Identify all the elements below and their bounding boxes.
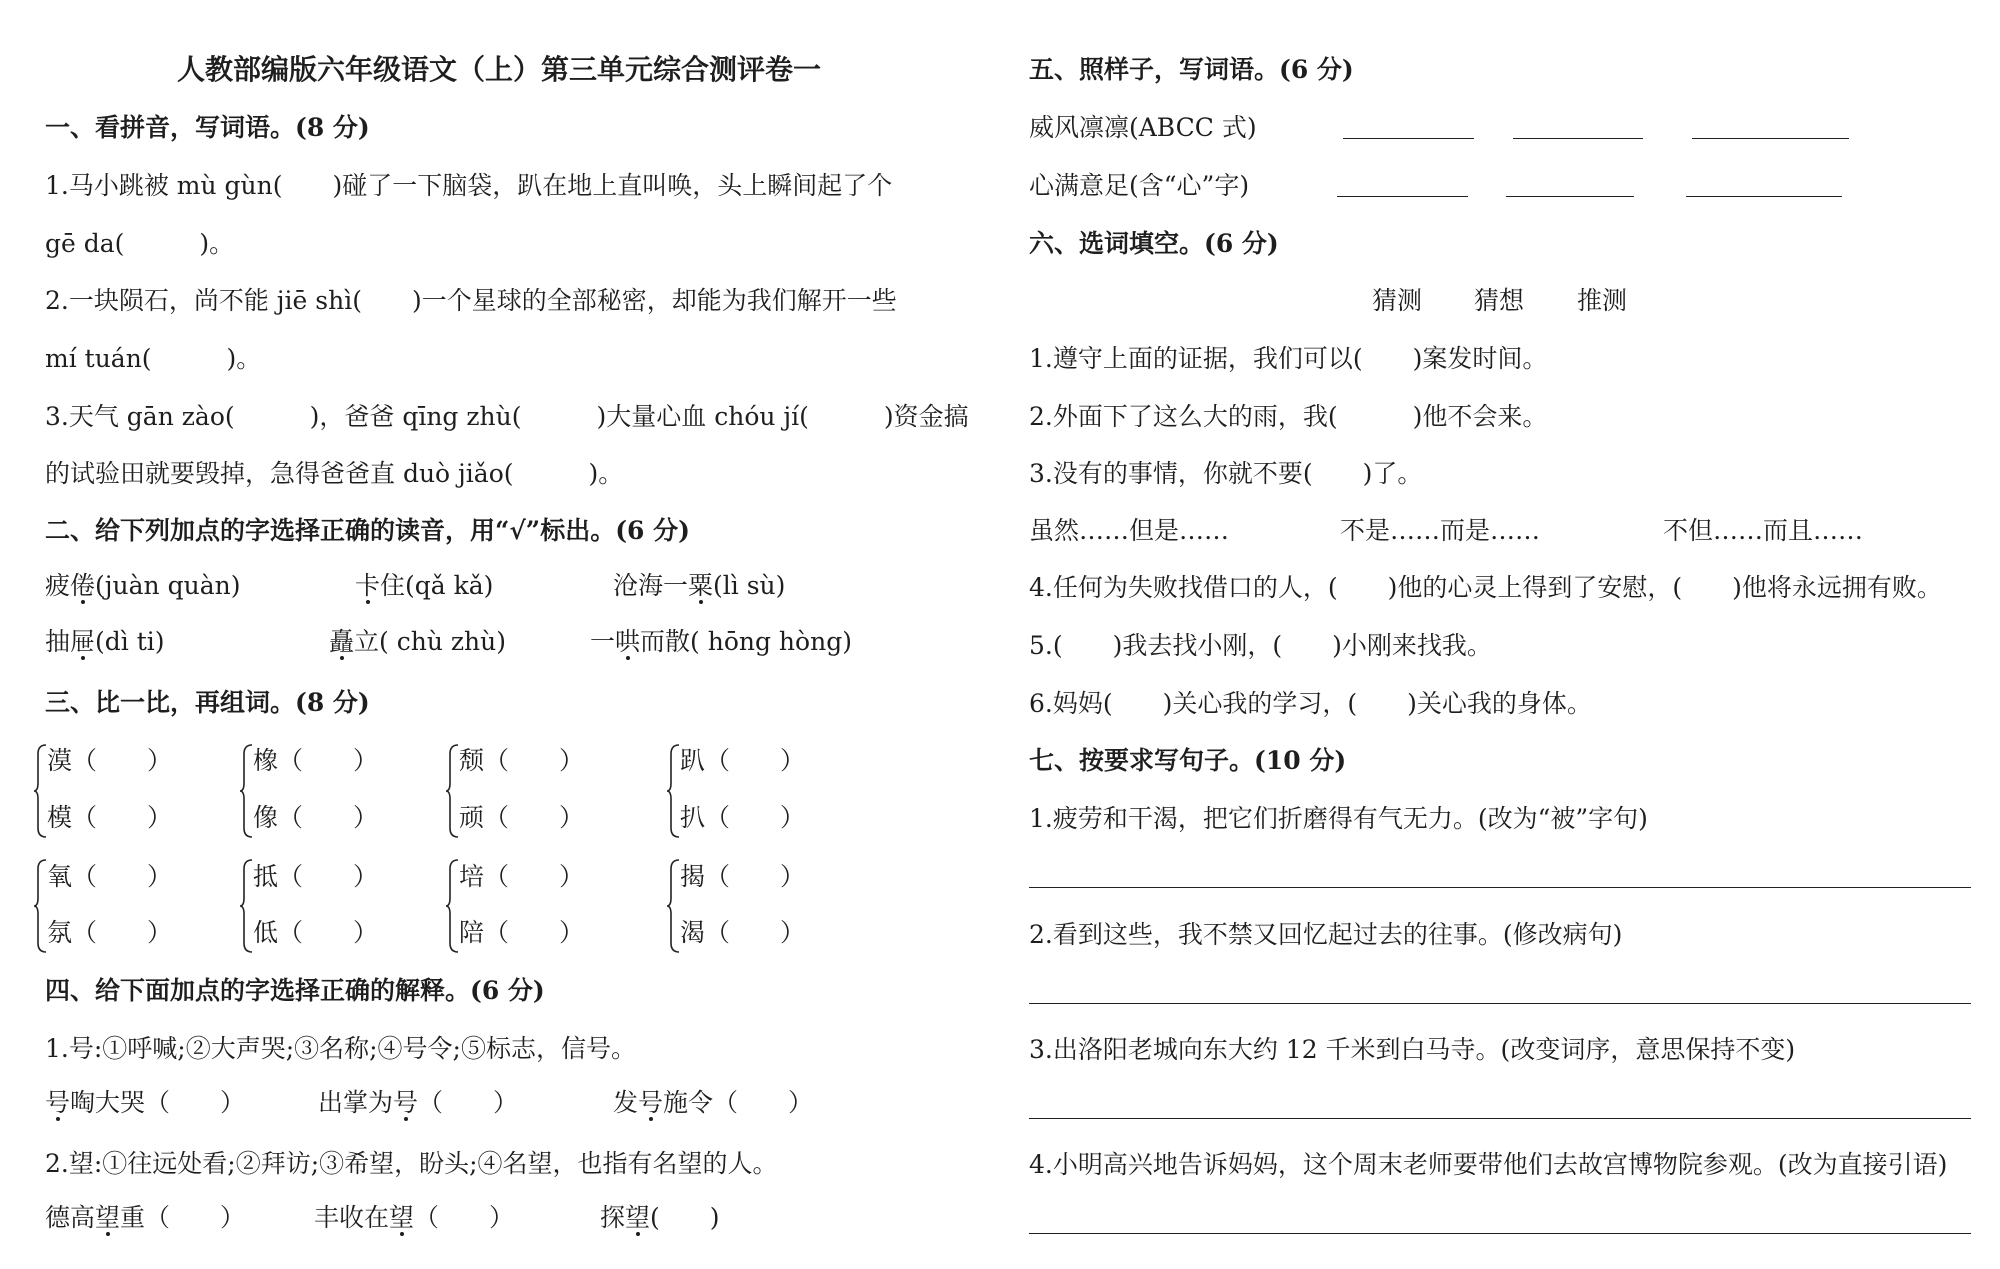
- brace-icon: [445, 744, 459, 838]
- word-option: 猜想: [1474, 286, 1525, 315]
- page-title: 人教部编版六年级语文（上）第三单元综合测评卷一: [177, 53, 822, 86]
- meaning-item: 德高望重（ ）: [45, 1203, 246, 1232]
- pronunciation-item: 矗立( chù zhù): [329, 627, 506, 656]
- word-pattern: 威风凛凛(ABCC 式): [1029, 113, 1257, 142]
- dotted-char: 倦: [70, 571, 96, 600]
- fill-question: 4.任何为失败找借口的人，( )他的心灵上得到了安慰，( )他将永远拥有败。: [1029, 573, 1942, 602]
- brace-icon: [33, 744, 47, 838]
- sentence-question: 4.小明高兴地告诉妈妈，这个周末老师要带他们去故宫博物院参观。(改为直接引语): [1029, 1150, 1948, 1179]
- answer-line: [1029, 1003, 1971, 1004]
- dotted-char: 望: [625, 1203, 651, 1232]
- compare-char: 氧（ ）: [47, 862, 173, 891]
- sec1-line: mí tuán( )。: [45, 344, 262, 373]
- section-6-heading: 六、选词填空。(6 分): [1029, 229, 1279, 258]
- dotted-char: 望: [389, 1203, 415, 1232]
- answer-line: [1029, 1233, 1971, 1234]
- sec1-line: gē da( )。: [45, 229, 235, 258]
- word-option: 猜测: [1372, 286, 1423, 315]
- answer-blank: [1343, 138, 1474, 139]
- fill-question: 3.没有的事情，你就不要( )了。: [1029, 459, 1423, 488]
- pronunciation-item: 沧海一粟(lì sù): [613, 571, 786, 600]
- compare-char: 顽（ ）: [459, 803, 585, 832]
- pronunciation-item: 一哄而散( hōng hòng): [590, 627, 852, 656]
- meaning-item: 发号施令（ ）: [613, 1088, 814, 1117]
- fill-question: 6.妈妈( )关心我的学习，( )关心我的身体。: [1029, 689, 1592, 718]
- fill-question: 5.( )我去找小刚，( )小刚来找我。: [1029, 631, 1492, 660]
- dotted-char: 望: [95, 1203, 121, 1232]
- brace-icon: [666, 859, 680, 953]
- sentence-question: 1.疲劳和干渴，把它们折磨得有气无力。(改为“被”字句): [1029, 804, 1648, 833]
- word-pattern: 心满意足(含“心”字): [1029, 171, 1250, 200]
- answer-line: [1029, 1118, 1971, 1119]
- compare-char: 模（ ）: [47, 803, 173, 832]
- compare-char: 陪（ ）: [459, 918, 585, 947]
- dotted-char: 矗: [329, 627, 355, 656]
- sec1-line: 3.天气 gān zào( )，爸爸 qīng zhù( )大量心血 chóu jí( )资金搞: [45, 402, 969, 431]
- conjunction-option: 不是……而是……: [1340, 516, 1541, 545]
- answer-blank: [1506, 196, 1634, 197]
- section-2-heading: 二、给下列加点的字选择正确的读音，用“√”标出。(6 分): [45, 516, 690, 545]
- brace-icon: [666, 744, 680, 838]
- sec1-line: 2.一块陨石，尚不能 jiē shì( )一个星球的全部秘密，却能为我们解开一些: [45, 286, 897, 315]
- word-option: 推测: [1577, 286, 1628, 315]
- pronunciation-item: 卡住(qǎ kǎ): [355, 571, 494, 600]
- meaning-item: 丰收在望（ ）: [314, 1203, 515, 1232]
- fill-question: 2.外面下了这么大的雨，我( )他不会来。: [1029, 402, 1548, 431]
- meaning-item: 出掌为号（ ）: [318, 1088, 519, 1117]
- dotted-char: 号: [393, 1088, 419, 1117]
- section-1-heading: 一、看拼音，写词语。(8 分): [45, 113, 370, 142]
- brace-icon: [239, 744, 253, 838]
- dotted-char: 号: [638, 1088, 664, 1117]
- brace-icon: [33, 859, 47, 953]
- meaning-item: 号啕大哭（ ）: [45, 1088, 246, 1117]
- dotted-char: 卡: [355, 571, 381, 600]
- dotted-char: 哄: [615, 627, 641, 656]
- brace-icon: [445, 859, 459, 953]
- compare-char: 渴（ ）: [680, 918, 806, 947]
- brace-icon: [239, 859, 253, 953]
- conjunction-option: 不但……而且……: [1663, 516, 1864, 545]
- pronunciation-item: 抽屉(dì ti): [45, 627, 165, 656]
- answer-line: [1029, 887, 1971, 888]
- meaning-definitions: 2.望:①往远处看;②拜访;③希望，盼头;④名望，也指有名望的人。: [45, 1149, 778, 1178]
- section-7-heading: 七、按要求写句子。(10 分): [1029, 746, 1347, 775]
- answer-blank: [1686, 196, 1842, 197]
- sec1-line: 1.马小跳被 mù gùn( )碰了一下脑袋，趴在地上直叫唤，头上瞬间起了个: [45, 171, 893, 200]
- section-3-heading: 三、比一比，再组词。(8 分): [45, 688, 370, 717]
- compare-char: 扒（ ）: [680, 803, 806, 832]
- compare-char: 培（ ）: [459, 862, 585, 891]
- compare-char: 趴（ ）: [680, 746, 806, 775]
- answer-blank: [1692, 138, 1849, 139]
- sentence-question: 2.看到这些，我不禁又回忆起过去的往事。(修改病句): [1029, 920, 1623, 949]
- compare-char: 颓（ ）: [459, 746, 585, 775]
- section-4-heading: 四、给下面加点的字选择正确的解释。(6 分): [45, 976, 545, 1005]
- dotted-char: 粟: [688, 571, 714, 600]
- answer-blank: [1337, 196, 1468, 197]
- conjunction-option: 虽然……但是……: [1029, 516, 1230, 545]
- sec1-line: 的试验田就要毁掉，急得爸爸直 duò jiǎo( )。: [45, 459, 624, 488]
- compare-char: 抵（ ）: [253, 862, 379, 891]
- compare-char: 氛（ ）: [47, 918, 173, 947]
- answer-blank: [1513, 138, 1643, 139]
- fill-question: 1.遵守上面的证据，我们可以( )案发时间。: [1029, 344, 1548, 373]
- pronunciation-item: 疲倦(juàn quàn): [45, 571, 241, 600]
- compare-char: 像（ ）: [253, 803, 379, 832]
- compare-char: 橡（ ）: [253, 746, 379, 775]
- dotted-char: 号: [45, 1088, 71, 1117]
- section-5-heading: 五、照样子，写词语。(6 分): [1029, 55, 1354, 84]
- compare-char: 揭（ ）: [680, 862, 806, 891]
- dotted-char: 屉: [70, 627, 96, 656]
- compare-char: 漠（ ）: [47, 746, 173, 775]
- sentence-question: 3.出洛阳老城向东大约 12 千米到白马寺。(改变词序，意思保持不变): [1029, 1035, 1796, 1064]
- compare-char: 低（ ）: [253, 918, 379, 947]
- meaning-item: 探望( ): [600, 1203, 720, 1232]
- meaning-definitions: 1.号:①呼喊;②大声哭;③名称;④号令;⑤标志，信号。: [45, 1034, 636, 1063]
